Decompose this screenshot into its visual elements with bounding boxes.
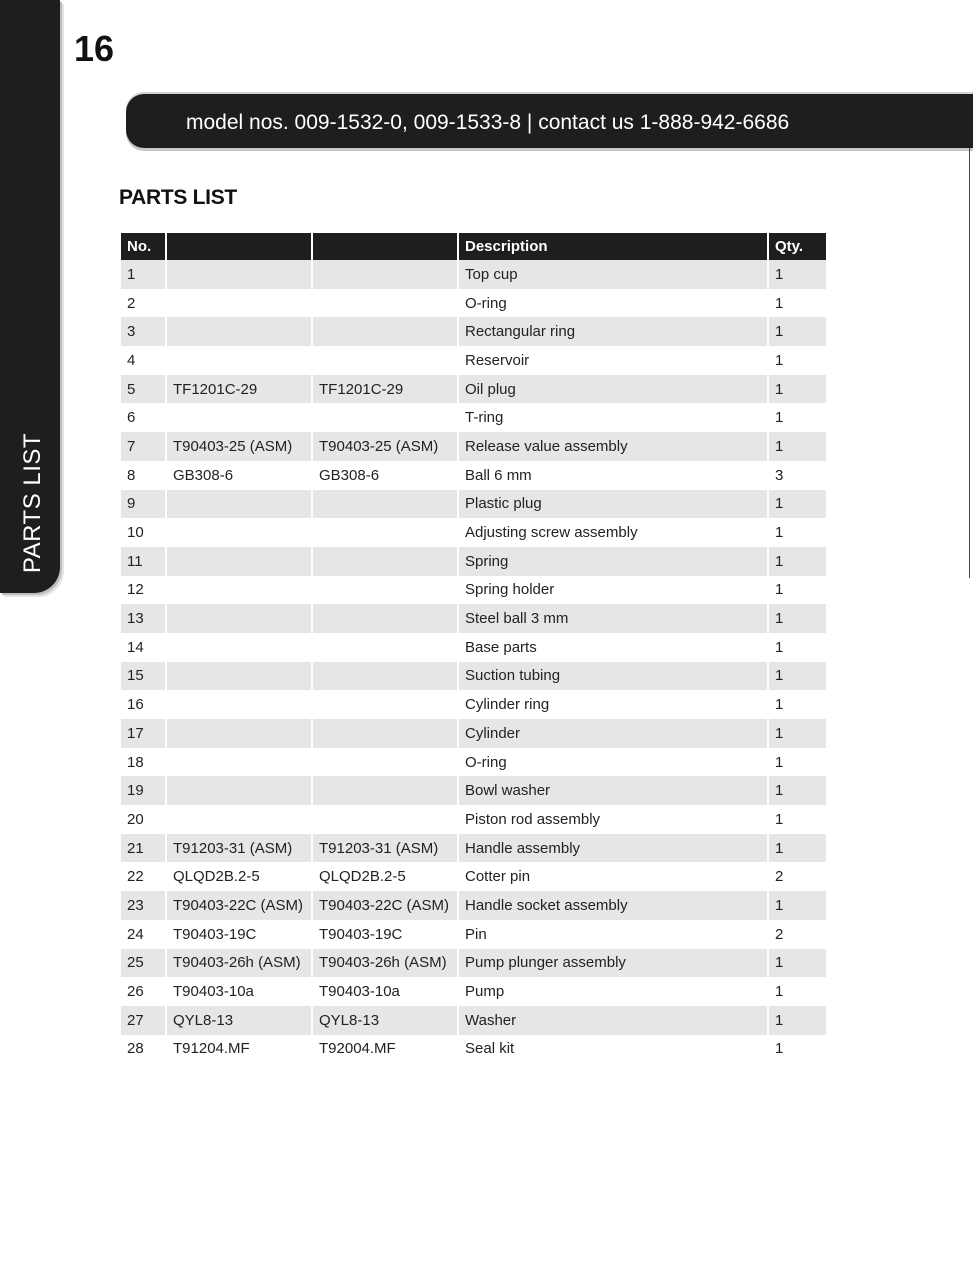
- cell-part-a: T91204.MF: [173, 1040, 250, 1058]
- cell-qty: 1: [775, 524, 784, 542]
- cell-part-b: [313, 346, 457, 375]
- cell-description: Plastic plug: [459, 490, 767, 519]
- cell-description: Spring holder: [465, 581, 555, 599]
- table-header-row: [121, 233, 826, 260]
- cell-qty: 1: [769, 375, 826, 404]
- cell-part-b: T91203-31 (ASM): [313, 834, 457, 863]
- cell-description: Seal kit: [465, 1040, 515, 1058]
- cell-part-b: TF1201C-29: [313, 375, 457, 404]
- table-row: [121, 1006, 826, 1035]
- cell-description: Top cup: [459, 260, 767, 289]
- cell-qty: 1: [775, 294, 784, 312]
- cell-part-b: [313, 576, 457, 605]
- cell-part-a: [167, 604, 311, 633]
- table-row: [121, 375, 826, 404]
- cell-part-b: QYL8-13: [313, 1006, 457, 1035]
- page-number: 16: [74, 28, 115, 69]
- cell-qty: 3: [775, 466, 784, 484]
- cell-qty: 1: [775, 581, 784, 599]
- cell-description: Cotter pin: [465, 868, 531, 886]
- cell-no: 7: [121, 432, 165, 461]
- table-row: [121, 719, 826, 748]
- cell-part-b: GB308-6: [319, 466, 380, 484]
- cell-part-a: [167, 662, 311, 691]
- cell-description: Handle assembly: [459, 834, 767, 863]
- cell-part-a: [167, 403, 311, 432]
- cell-description: Steel ball 3 mm: [459, 604, 767, 633]
- cell-no: 18: [127, 753, 144, 771]
- cell-description: Piston rod assembly: [465, 810, 601, 828]
- parts-table-body: [121, 260, 826, 1063]
- table-row: [121, 547, 826, 576]
- cell-part-a: [167, 805, 311, 834]
- cell-part-b: T90403-26h (ASM): [313, 949, 457, 978]
- cell-no: 22: [127, 868, 144, 886]
- cell-part-b: [313, 776, 457, 805]
- page-edge-divider: [969, 148, 970, 578]
- cell-description: Ball 6 mm: [465, 466, 532, 484]
- cell-part-a: T90403-25 (ASM): [167, 432, 311, 461]
- cell-part-a: [167, 719, 311, 748]
- column-header-qty: Qty.: [769, 233, 826, 260]
- cell-part-b: [313, 403, 457, 432]
- cell-part-b: [313, 547, 457, 576]
- table-row: [121, 346, 826, 375]
- cell-qty: 1: [775, 1040, 784, 1058]
- cell-no: 28: [127, 1040, 144, 1058]
- cell-no: 25: [121, 949, 165, 978]
- table-row: [121, 432, 826, 461]
- cell-part-b: T92004.MF: [319, 1040, 396, 1058]
- cell-qty: 1: [769, 260, 826, 289]
- cell-part-a: [167, 518, 311, 547]
- cell-part-a: T90403-10a: [173, 983, 254, 1001]
- cell-no: 24: [127, 925, 144, 943]
- cell-no: 12: [127, 581, 144, 599]
- cell-qty: 1: [769, 547, 826, 576]
- cell-part-b: T90403-25 (ASM): [313, 432, 457, 461]
- cell-description: Bowl washer: [459, 776, 767, 805]
- cell-description: Reservoir: [465, 351, 530, 369]
- cell-description: Spring: [459, 547, 767, 576]
- cell-part-a: QYL8-13: [167, 1006, 311, 1035]
- table-row: [121, 748, 826, 777]
- table-row: [121, 604, 826, 633]
- cell-description: T-ring: [465, 409, 504, 427]
- cell-part-a: QLQD2B.2-5: [173, 868, 260, 886]
- cell-description: O-ring: [465, 753, 507, 771]
- cell-part-b: [313, 719, 457, 748]
- cell-part-a: [167, 690, 311, 719]
- table-row: [121, 403, 826, 432]
- cell-qty: 1: [769, 949, 826, 978]
- cell-qty: 1: [775, 753, 784, 771]
- cell-part-a: [167, 289, 311, 318]
- cell-part-a: [167, 490, 311, 519]
- cell-no: 9: [121, 490, 165, 519]
- column-header-part-b: [313, 233, 457, 260]
- cell-description: Base parts: [465, 638, 537, 656]
- cell-no: 20: [127, 810, 144, 828]
- cell-part-a: [167, 748, 311, 777]
- table-row: [121, 920, 826, 949]
- column-header-part-a: [167, 233, 311, 260]
- cell-no: 23: [121, 891, 165, 920]
- cell-no: 17: [121, 719, 165, 748]
- cell-part-b: T90403-10a: [319, 983, 400, 1001]
- table-row: [121, 891, 826, 920]
- cell-part-b: [313, 317, 457, 346]
- cell-qty: 1: [769, 317, 826, 346]
- cell-qty: 1: [769, 776, 826, 805]
- cell-description: Rectangular ring: [459, 317, 767, 346]
- cell-part-a: T91203-31 (ASM): [167, 834, 311, 863]
- cell-description: Pump plunger assembly: [459, 949, 767, 978]
- cell-no: 6: [127, 409, 136, 427]
- cell-description: Suction tubing: [459, 662, 767, 691]
- table-row: [121, 461, 826, 490]
- cell-qty: 1: [775, 983, 784, 1001]
- cell-qty: 1: [769, 719, 826, 748]
- cell-qty: 1: [769, 604, 826, 633]
- cell-part-b: [313, 748, 457, 777]
- cell-description: Cylinder: [459, 719, 767, 748]
- cell-part-b: [313, 633, 457, 662]
- cell-no: 11: [121, 547, 165, 576]
- cell-part-a: GB308-6: [173, 466, 234, 484]
- cell-qty: 1: [775, 351, 784, 369]
- cell-qty: 1: [769, 834, 826, 863]
- table-row: [121, 289, 826, 318]
- cell-no: 27: [121, 1006, 165, 1035]
- cell-qty: 1: [775, 696, 784, 714]
- cell-qty: 1: [769, 891, 826, 920]
- table-row: [121, 518, 826, 547]
- cell-part-b: [313, 260, 457, 289]
- table-row: [121, 1035, 826, 1064]
- cell-part-a: [167, 576, 311, 605]
- cell-qty: 1: [775, 810, 784, 828]
- cell-no: 26: [127, 983, 144, 1001]
- cell-part-b: [313, 690, 457, 719]
- cell-qty: 1: [769, 490, 826, 519]
- cell-description: Cylinder ring: [465, 696, 550, 714]
- cell-part-b: [313, 518, 457, 547]
- table-row: [121, 834, 826, 863]
- cell-description: Handle socket assembly: [459, 891, 767, 920]
- cell-part-b: T90403-19C: [319, 925, 403, 943]
- cell-qty: 1: [769, 1006, 826, 1035]
- cell-part-b: T90403-22C (ASM): [313, 891, 457, 920]
- cell-part-a: [167, 547, 311, 576]
- cell-no: 3: [121, 317, 165, 346]
- cell-description: Oil plug: [459, 375, 767, 404]
- cell-qty: 1: [775, 638, 784, 656]
- cell-part-a: T90403-22C (ASM): [167, 891, 311, 920]
- cell-no: 19: [121, 776, 165, 805]
- cell-qty: 2: [775, 925, 784, 943]
- cell-description: Pump: [465, 983, 505, 1001]
- cell-no: 13: [121, 604, 165, 633]
- cell-part-b: [313, 289, 457, 318]
- cell-qty: 2: [775, 868, 784, 886]
- table-row: [121, 490, 826, 519]
- column-header-description: Description: [459, 233, 767, 260]
- table-row: [121, 977, 826, 1006]
- cell-part-b: [313, 662, 457, 691]
- cell-no: 4: [127, 351, 136, 369]
- cell-description: Washer: [459, 1006, 767, 1035]
- cell-qty: 1: [775, 409, 784, 427]
- table-row: [121, 662, 826, 691]
- section-title: PARTS LIST: [119, 186, 237, 209]
- header-text: model nos. 009-1532-0, 009-1533-8 | contact us 1-888-942-6686: [186, 111, 790, 134]
- cell-part-b: [313, 490, 457, 519]
- cell-description: Adjusting screw assembly: [465, 524, 638, 542]
- table-row: [121, 949, 826, 978]
- table-row: [121, 317, 826, 346]
- table-row: [121, 576, 826, 605]
- cell-no: 15: [121, 662, 165, 691]
- cell-part-a: TF1201C-29: [167, 375, 311, 404]
- table-row: [121, 805, 826, 834]
- cell-part-a: T90403-26h (ASM): [167, 949, 311, 978]
- column-header-no: No.: [121, 233, 165, 260]
- cell-part-b: [313, 805, 457, 834]
- header-bar: [126, 94, 973, 148]
- cell-no: 16: [127, 696, 144, 714]
- side-tab-label: PARTS LIST: [19, 432, 46, 574]
- cell-no: 2: [127, 294, 136, 312]
- table-row: [121, 633, 826, 662]
- cell-no: 21: [121, 834, 165, 863]
- table-row: [121, 260, 826, 289]
- cell-no: 5: [121, 375, 165, 404]
- cell-no: 1: [121, 260, 165, 289]
- cell-qty: 1: [769, 432, 826, 461]
- cell-description: O-ring: [465, 294, 507, 312]
- cell-part-a: T90403-19C: [173, 925, 257, 943]
- cell-qty: 1: [769, 662, 826, 691]
- cell-no: 8: [127, 466, 136, 484]
- cell-description: Release value assembly: [459, 432, 767, 461]
- table-row: [121, 862, 826, 891]
- side-tab: [0, 0, 60, 593]
- cell-part-b: [313, 604, 457, 633]
- cell-no: 14: [127, 638, 144, 656]
- cell-part-a: [167, 317, 311, 346]
- cell-part-b: QLQD2B.2-5: [319, 868, 406, 886]
- parts-table: [119, 233, 828, 1063]
- table-row: [121, 776, 826, 805]
- cell-description: Pin: [465, 925, 487, 943]
- cell-part-a: [167, 776, 311, 805]
- cell-no: 10: [127, 524, 144, 542]
- cell-part-a: [167, 260, 311, 289]
- cell-part-a: [167, 633, 311, 662]
- cell-part-a: [167, 346, 311, 375]
- table-row: [121, 690, 826, 719]
